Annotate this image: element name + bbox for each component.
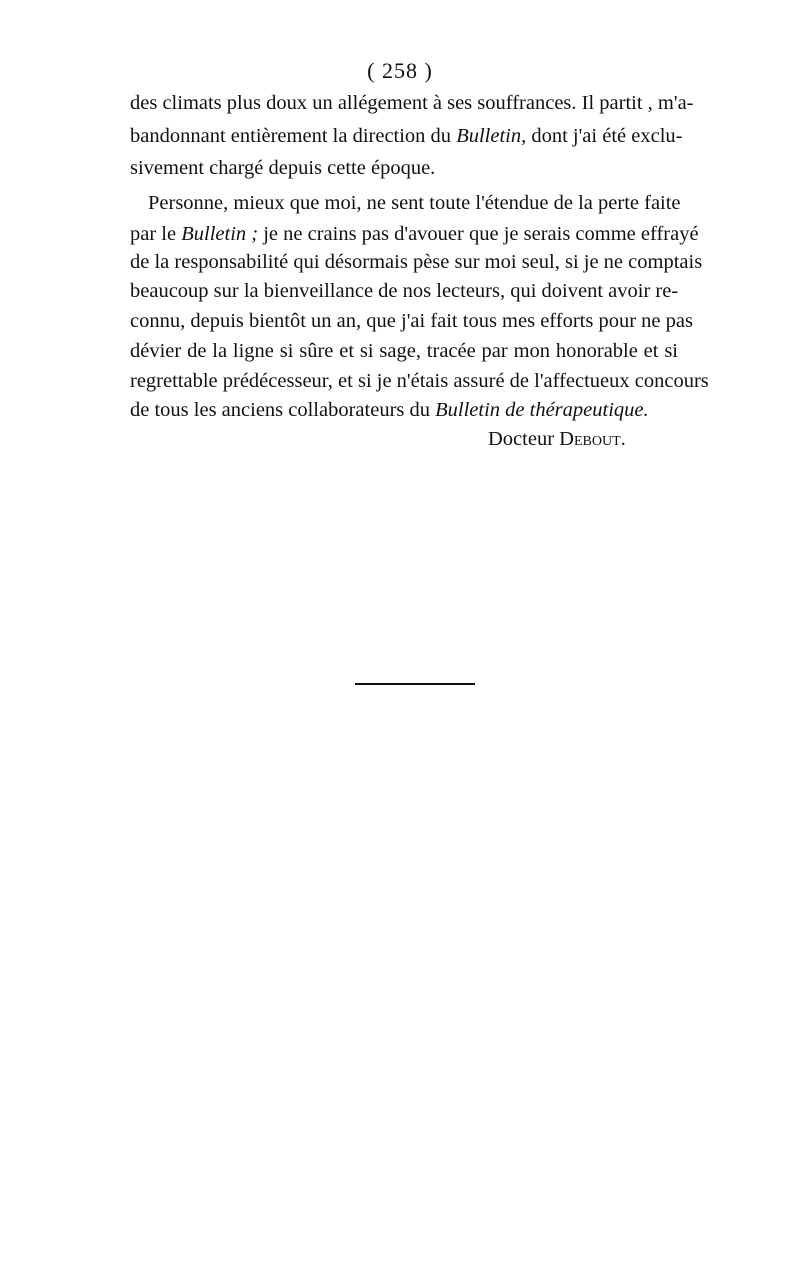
- text-run: par le: [130, 223, 182, 245]
- text-run: je ne crains pas d'avouer que je serais comme effrayé: [258, 223, 699, 245]
- text-run: dont j'ai été exclu-: [526, 125, 683, 147]
- text-line: des climats plus doux un allégement à ses souffrances. Il partit , m'a-: [130, 92, 694, 114]
- journal-title: Bulletin,: [456, 125, 527, 147]
- text-run: bandonnant entièrement la direction du: [130, 125, 457, 147]
- text-line: de la responsabilité qui désormais pèse sur moi seul, si je ne comptais: [130, 251, 703, 273]
- journal-title: Bulletin de thérapeutique.: [435, 399, 649, 421]
- text-line: [130, 221, 699, 248]
- text-run: de tous les anciens collaborateurs du: [130, 399, 436, 421]
- text-line: [130, 397, 678, 424]
- text-line: sivement chargé depuis cette époque.: [130, 157, 436, 179]
- text-line: dévier de la ligne si sûre et si sage, tracée par mon honorable et si: [130, 340, 678, 362]
- text-line: [130, 123, 683, 150]
- signature-title: Docteur: [488, 428, 555, 450]
- signature-name: Debout.: [559, 428, 626, 450]
- text-line: beaucoup sur la bienveillance de nos lecteurs, qui doivent avoir re-: [130, 280, 679, 302]
- text-line: regrettable prédécesseur, et si je n'étais assuré de l'affectueux concours: [130, 370, 709, 392]
- section-divider: [355, 683, 475, 685]
- signature: [488, 426, 626, 453]
- page-number: ( 258 ): [367, 58, 433, 83]
- text-line: Personne, mieux que moi, ne sent toute l'étendue de la perte faite: [148, 192, 681, 214]
- text-line: connu, depuis bientôt un an, que j'ai fait tous mes efforts pour ne pas: [130, 310, 693, 332]
- journal-title: Bulletin ;: [181, 223, 259, 245]
